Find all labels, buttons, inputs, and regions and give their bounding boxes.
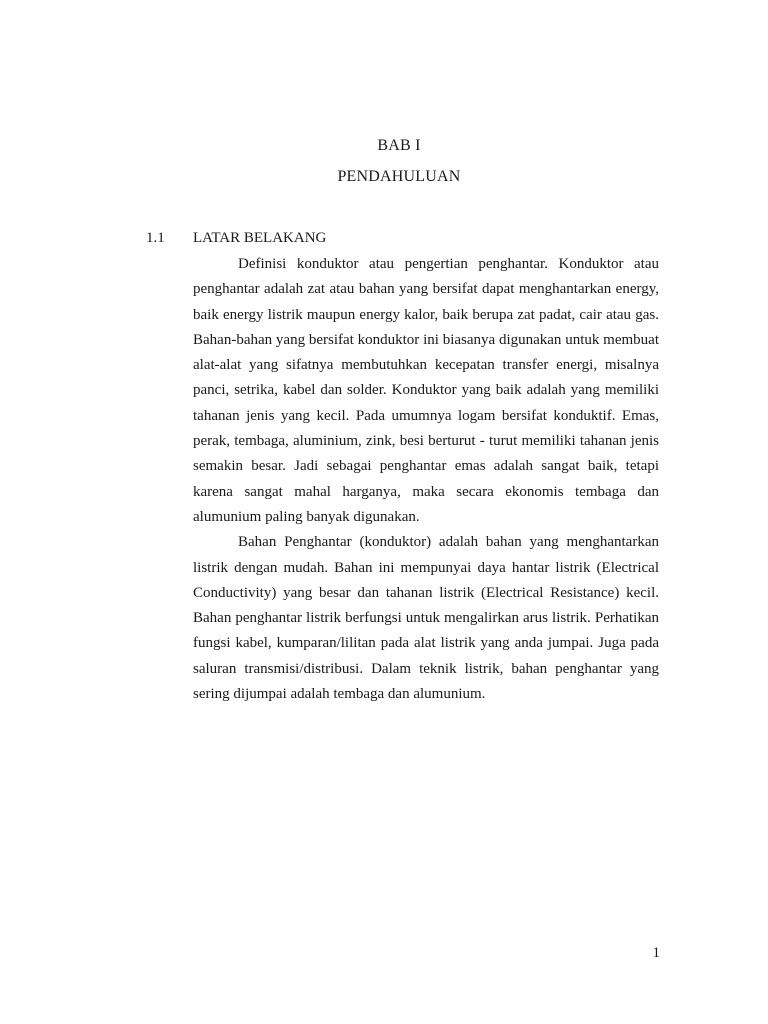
paragraph-2: Bahan Penghantar (konduktor) adalah bahan yang menghantarkan listrik dengan mudah. Bahan ini mempunyai daya hantar listrik (Electrical Conductivity) yang besar dan tahanan listrik (Electrical Resistance) kecil. Bahan penghantar listrik berfungsi untuk mengalirkan arus listrik. Perhatikan fungsi kabel, kumparan/lilitan pada alat listrik yang anda jumpai. Juga pada saluran transmisi/distribusi. Dalam teknik listrik, bahan penghantar yang sering dijumpai adalah tembaga dan alumunium. — [193, 534, 659, 703]
chapter-number: BAB I — [377, 137, 421, 154]
chapter-title: PENDAHULUAN — [337, 168, 461, 185]
section-title: LATAR BELAKANG — [193, 230, 327, 246]
section-body — [193, 252, 659, 707]
paragraph-1: Definisi konduktor atau pengertian penghantar. Konduktor atau penghantar adalah zat atau bahan yang bersifat dapat menghantarkan energy, baik energy listrik maupun energy kalor, baik berupa zat padat, cair atau gas. Bahan-bahan yang bersifat konduktor ini biasanya digunakan untuk membuat alat-alat yang sifatnya membutuhkan kecepatan transfer energi, misalnya panci, setrika, kabel dan solder. Konduktor yang baik adalah yang memiliki tahanan jenis yang kecil. Pada umumnya logam bersifat konduktif. Emas, perak, tembaga, aluminium, zink, besi berturut - turut memiliki tahanan jenis semakin besar. Jadi sebagai penghantar emas adalah sangat baik, tetapi karena sangat mahal harganya, maka secara ekonomis tembaga dan alumunium paling banyak digunakan. — [193, 256, 659, 525]
section-number: 1.1 — [146, 230, 165, 246]
page-number: 1 — [652, 945, 660, 961]
